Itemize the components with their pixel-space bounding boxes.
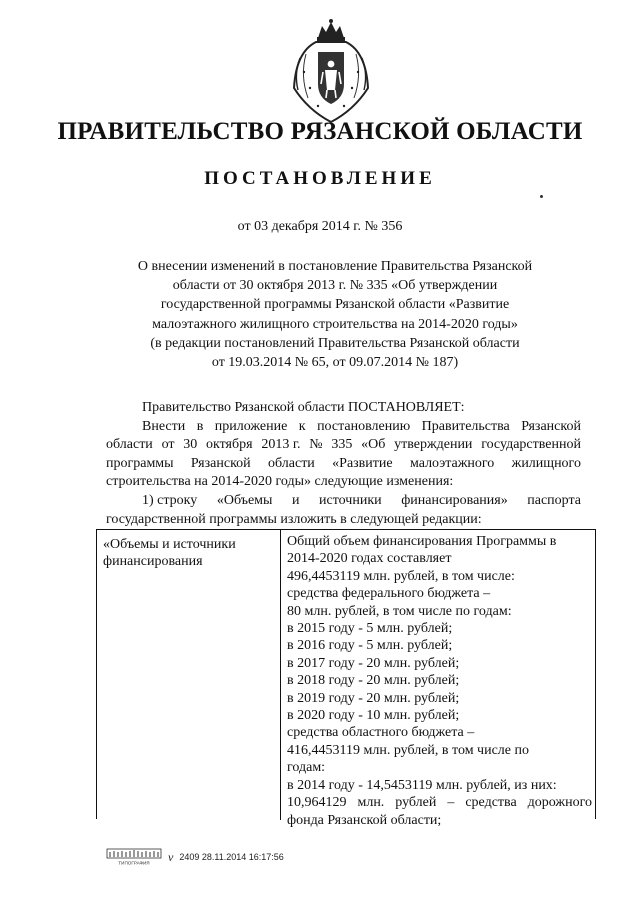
word: финансирования» [401,492,508,508]
cell-line: годам: [287,760,326,776]
table-cell-value [287,533,592,829]
cell-line: средства областного бюджета – [287,725,475,741]
word: утверждении [394,437,473,453]
word: от [161,437,175,453]
paragraph-line [106,455,581,474]
paragraph-line [106,473,581,492]
cell-line: в 2019 году - 20 млн. рублей; [287,690,460,706]
word: строительства на 2014-2020 годы» следующие изменения: [106,474,454,490]
word: 2013 г. [261,437,301,453]
word: государственной программы изложить в следующей редакции: [106,511,482,527]
word: «Об [361,437,386,453]
word: «Объемы [216,492,273,508]
word: дорожного [527,795,592,811]
cell-line: в 2017 году - 20 млн. рублей; [287,655,460,671]
word: 1) строку [142,492,198,508]
printing-house-logo-icon [106,848,162,866]
cell-line: фонда Рязанской области; [287,812,442,828]
word: 10,964129 [287,795,347,811]
word: программы [106,455,174,471]
word: «Развитие [332,455,393,471]
word: в [196,418,204,434]
word: – [447,795,455,811]
word: 30 [183,437,198,453]
word: области [268,455,315,471]
paragraph-line [106,436,581,455]
subject-line: О внесении изменений в постановление Правительства Рязанской [137,259,533,274]
footer-stamp [106,848,284,866]
document-type: ПОСТАНОВЛЕНИЕ [204,168,436,189]
cell-line: 496,4453119 млн. рублей, в том числе: [287,568,515,584]
cell-line: в 2015 году - 5 млн. рублей; [287,621,453,637]
ryazan-coat-of-arms-icon [288,18,374,126]
cell-line: 416,4453119 млн. рублей, в том числе по [287,742,529,758]
word: 335 [331,437,353,453]
footer-stamp-text: 2409 28.11.2014 16:17:56 [179,852,284,862]
subject-line: (в редакции постановлений Правительства Рязанской области [150,335,520,351]
cell-line: 2014-2020 годах составляет [287,551,452,567]
word: Рязанской [190,455,251,471]
word: паспорта [527,492,581,508]
word: государственной [481,437,581,453]
subject-line: от 19.03.2014 № 65, от 09.07.2014 № 187) [211,355,459,371]
word: рублей [395,795,437,811]
cell-line: 80 млн. рублей, в том числе по годам: [287,603,512,619]
financing-table [96,529,596,828]
document-subject [100,257,570,372]
paragraph-line [106,492,581,511]
cell-line: в 2016 году - 5 млн. рублей; [287,638,453,654]
cell-line: в 2018 году - 20 млн. рублей; [287,673,460,689]
word: приложение [214,418,288,434]
cell-line [287,794,592,811]
word: к [298,418,306,434]
word: № [309,437,323,453]
footer-mark: ν [168,849,174,864]
subject-line: области от 30 октября 2013 г. № 335 «Об утверждении [172,278,498,294]
word: октября [206,437,253,453]
word: Рязанской [521,418,581,434]
table-column-divider [280,530,281,820]
cell-line: в 2020 году - 10 млн. рублей; [287,708,460,724]
word: и [291,492,300,508]
cell-line: «Объемы и источники [103,537,236,552]
word: Внести [142,418,186,434]
subject-line: государственной программы Рязанской области «Развитие [160,297,510,313]
word: малоэтажного [409,455,495,471]
stray-dot [540,195,543,198]
word: области [106,437,153,453]
paragraph-line [106,418,581,437]
decree-line: Правительство Рязанской области ПОСТАНОВЛЯЕТ: [142,400,465,415]
word: постановлению [317,418,411,434]
cell-line: финансирования [103,554,203,570]
subject-line: малоэтажного жилищного строительства на 2014-2020 годы» [152,316,518,332]
document-body [106,399,581,529]
government-title: ПРАВИТЕЛЬСТВО РЯЗАНСКОЙ ОБЛАСТИ [57,118,583,145]
word: Правительства [421,418,510,434]
word: средства [465,795,517,811]
cell-line: в 2014 году - 14,5453119 млн. рублей, из них: [287,777,557,793]
paragraph-line [106,511,581,530]
table-cell-label [103,536,278,571]
document-date-number: от 03 декабря 2014 г. № 356 [237,219,403,234]
word: млн. [357,795,385,811]
word: источники [319,492,382,508]
logo-text: ТИПОГРАФИЯ [118,860,150,866]
cell-line: Общий объем финансирования Программы в [287,534,557,549]
cell-line: средства федерального бюджета – [287,586,491,602]
word: жилищного [511,455,581,471]
